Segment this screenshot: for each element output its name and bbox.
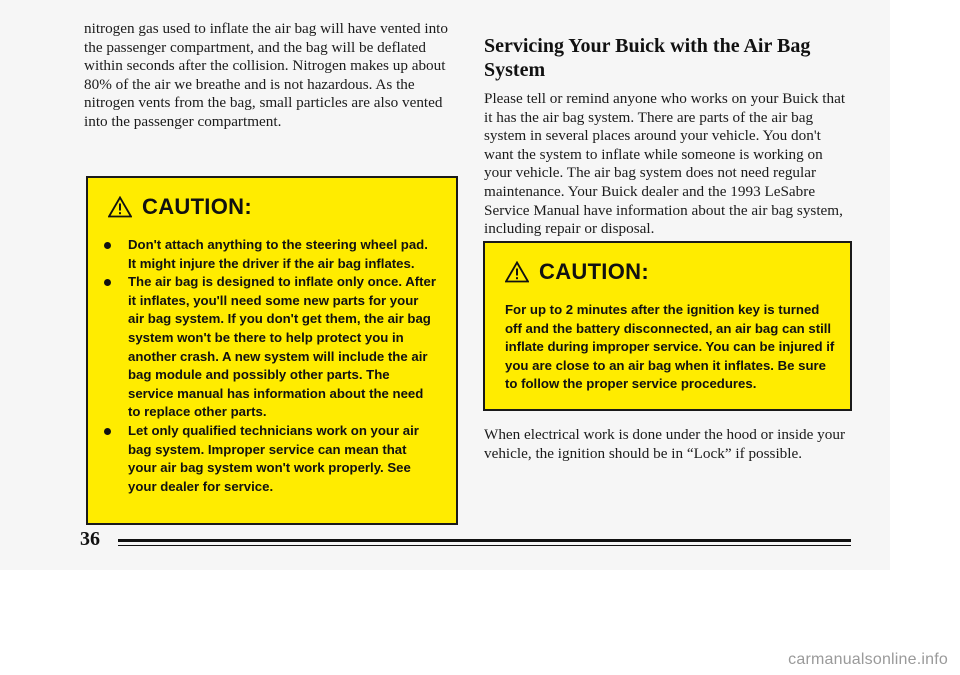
caution-bullet-text: The air bag is designed to inflate only once. After it inflates, you'll need some new parts for your air bag system. If you don't get them, the air bag system won't be there to help protect you in another crash. A new system will include the air bag module and possibly other parts. The service manual has information about the need to replace other parts. <box>128 274 436 420</box>
caution-bullet <box>108 422 438 496</box>
caution-box-left <box>86 176 458 525</box>
bullet-dot-icon <box>104 279 111 286</box>
page-number: 36 <box>80 528 100 550</box>
after-paragraph-container <box>484 426 849 463</box>
caution-text: For up to 2 minutes after the ignition key is turned off and the battery disconnected, an air bag can still inflate during improper service. You can be injured if you are close to an air bag when it inflates. Be sure to follow the proper service procedures. <box>505 302 835 392</box>
caution-box-right <box>483 241 852 411</box>
section-heading: Servicing Your Buick with the Air Bag System <box>484 35 811 81</box>
caution-bullet <box>108 273 438 422</box>
caution-header <box>108 194 438 220</box>
caution-bullet <box>108 236 438 273</box>
caution-header <box>505 259 836 285</box>
caution-bullet-text: Let only qualified technicians work on your air bag system. Improper service can mean that your air bag system won't work properly. See your dealer for service. <box>128 422 419 494</box>
section-body: Please tell or remind anyone who works on your Buick that it has the air bag system. There are parts of the air bag system in several places around your vehicle. You don't want the system to inflate while someone is working on your vehicle. The air bag system does not need regular maintenance. Your Buick dealer and the 1993 LeSabre Service Manual have information about the air bag system, including repair or disposal. <box>484 90 846 238</box>
after-paragraph: When electrical work is done under the hood or inside your vehicle, the ignition should be in “Lock” if possible. <box>484 426 846 462</box>
bullet-dot-icon <box>104 242 111 249</box>
caution-bullet-text: Don't attach anything to the steering wheel pad. It might injure the driver if the air bag inflates. <box>128 237 428 271</box>
footer-rule-thick <box>118 539 851 542</box>
warning-triangle-icon <box>505 261 529 283</box>
bullet-dot-icon <box>104 428 111 435</box>
caution-title: CAUTION: <box>142 194 252 219</box>
watermark: carmanualsonline.info <box>788 651 948 668</box>
intro-paragraph: nitrogen gas used to inflate the air bag will have vented into the passenger compartment, and the bag will be deflated within seconds after the collision. Nitrogen makes up about 80% of the air we breathe and is not hazardous. As the nitrogen vents from the bag, small particles are also vented into the passenger compartment. <box>84 20 448 130</box>
right-column <box>484 34 849 239</box>
warning-triangle-icon <box>108 196 132 218</box>
left-column <box>84 20 454 132</box>
caution-title: CAUTION: <box>539 259 649 284</box>
caution-bullet-list <box>108 236 438 496</box>
footer-rule-thin <box>118 545 851 546</box>
